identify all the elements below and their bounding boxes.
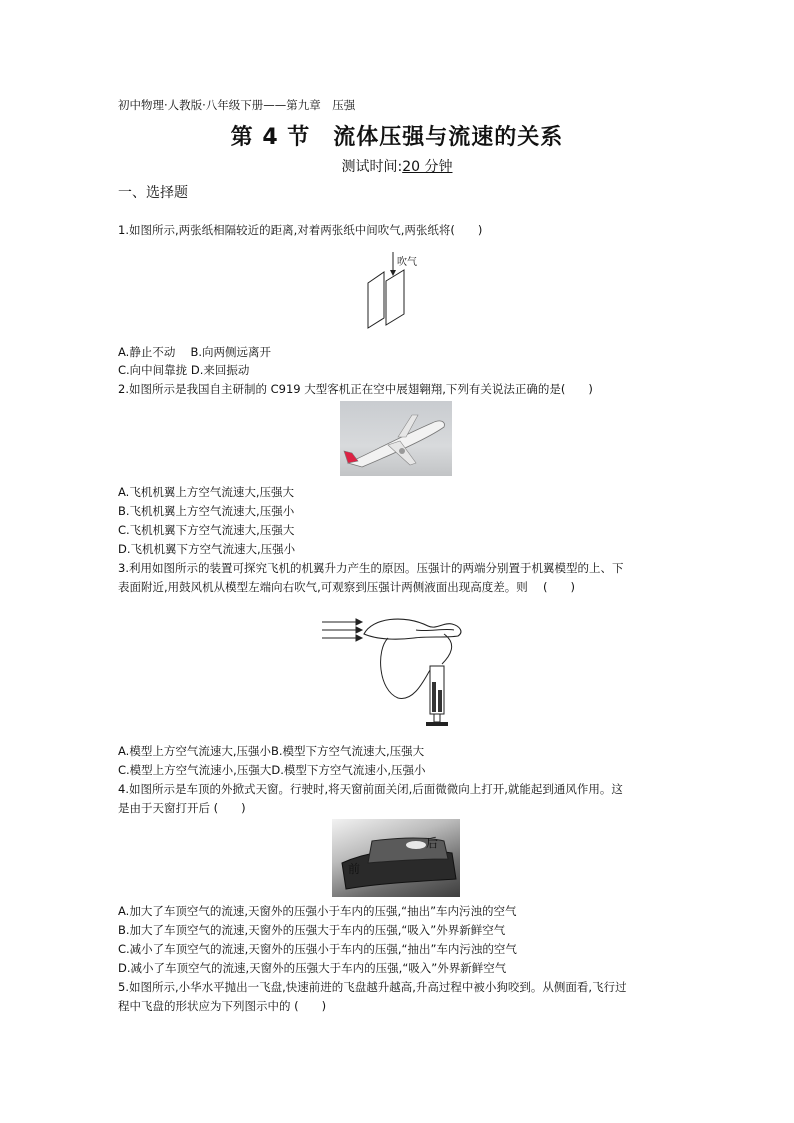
- tube-lower: [381, 638, 430, 698]
- question-2-option-c: C.飞机机翼下方空气流速大,压强大: [118, 523, 295, 537]
- wing-model-apparatus-figure: [318, 610, 478, 730]
- question-2-option-d: D.飞机机翼下方空气流速大,压强小: [118, 542, 296, 556]
- page-title: 第 4 节 流体压强与流速的关系: [230, 125, 564, 150]
- car-sunroof-photo: [332, 819, 460, 897]
- question-2-option-a: A.飞机机翼上方空气流速大,压强大: [118, 485, 294, 499]
- question-5-stem-line-2: 程中飞盘的形状应为下列图示中的 ( ): [118, 999, 327, 1013]
- page-subtitle: [0, 156, 794, 176]
- liquid-left: [432, 682, 436, 712]
- liquid-right: [438, 690, 442, 712]
- question-3-stem-line-1: 3.利用如图所示的装置可探究飞机的机翼升力产生的原因。压强计的两端分别置于机翼模型的上、下: [118, 561, 624, 575]
- question-3-stem-line-2: 表面附近,用鼓风机从模型左端向右吹气,可观察到压强计两侧液面出现高度差。则 ( ): [118, 580, 575, 594]
- sunroof-icon: [332, 819, 460, 897]
- test-time-value: 20 分钟: [402, 159, 453, 175]
- question-4-option-b: B.加大了车顶空气的流速,天窗外的压强大于车内的压强,“吸入”外界新鲜空气: [118, 923, 506, 937]
- question-1-stem: 1.如图所示,两张纸相隔较近的距离,对着两张纸中间吹气,两张纸将( ): [118, 223, 483, 237]
- question-4-stem-line-2: 是由于天窗打开后 ( ): [118, 801, 246, 815]
- stand-base: [426, 722, 448, 726]
- back-label: 后: [426, 836, 439, 850]
- blow-label: 吹气: [397, 257, 417, 268]
- question-5-stem-line-1: 5.如图所示,小华水平抛出一飞盘,快速前进的飞盘越升越高,升高过程中被小狗咬到。从侧面看,飞行过: [118, 980, 627, 994]
- right-paper: [386, 270, 404, 325]
- question-4-option-a: A.加大了车顶空气的流速,天窗外的压强小于车内的压强,“抽出”车内污浊的空气: [118, 904, 517, 918]
- left-paper: [368, 272, 384, 328]
- question-2-option-b: B.飞机机翼上方空气流速大,压强小: [118, 504, 295, 518]
- page-header: 初中物理·人教版·八年级下册——第九章 压强: [118, 98, 356, 112]
- airflow-arrows: [322, 619, 362, 641]
- c919-airplane-photo: [340, 401, 452, 476]
- tube-upper: [442, 634, 452, 664]
- question-3-option-line-2: C.模型上方空气流速小,压强大D.模型下方空气流速小,压强小: [118, 763, 426, 777]
- test-time-label: 测试时间:: [341, 159, 403, 175]
- question-3-option-line-1: A.模型上方空气流速大,压强小B.模型下方空气流速大,压强大: [118, 744, 425, 758]
- question-2-stem: 2.如图所示是我国自主研制的 C919 大型客机正在空中展翅翱翔,下列有关说法正确的是( ): [118, 382, 593, 396]
- airplane-icon: [340, 401, 452, 476]
- question-4-stem-line-1: 4.如图所示是车顶的外掀式天窗。行驶时,将天窗前面关闭,后面微微向上打开,就能起到通风作用。这: [118, 782, 623, 796]
- front-label: 前: [348, 862, 361, 876]
- question-4-option-c: C.减小了车顶空气的流速,天窗外的压强小于车内的压强,“抽出”车内污浊的空气: [118, 942, 517, 956]
- section-heading: 一、选择题: [118, 185, 188, 201]
- question-1-option-line-1: A.静止不动 B.向两侧远离开: [118, 345, 272, 359]
- question-1-option-line-2: C.向中间靠拢 D.来回振动: [118, 363, 250, 377]
- question-4-option-d: D.减小了车顶空气的流速,天窗外的压强大于车内的压强,“吸入”外界新鲜空气: [118, 961, 507, 975]
